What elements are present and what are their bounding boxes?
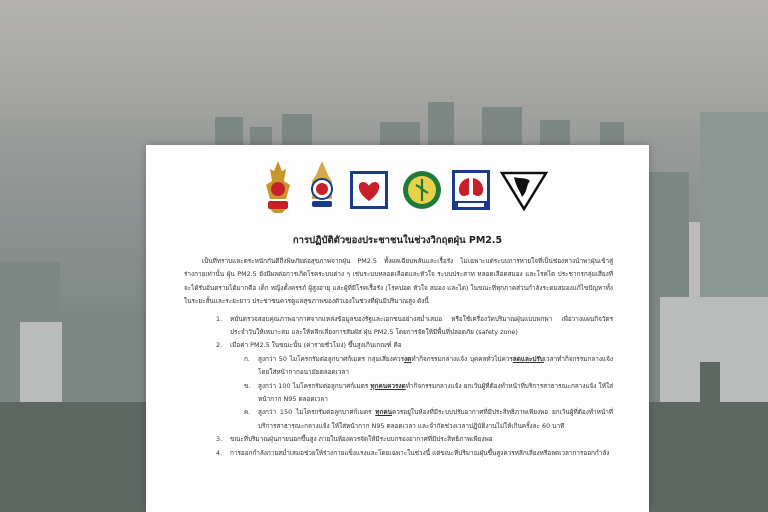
list-number: 4. — [216, 448, 223, 457]
list-item — [184, 447, 613, 460]
sub-list-item — [184, 406, 613, 433]
document-title: การปฏิบัติตัวของประชาชนในช่วงวิกฤตฝุ่น PM2.5 — [292, 235, 503, 246]
emblem-logo-2-icon — [306, 159, 338, 215]
advisory-document — [146, 145, 649, 512]
list-text: เมื่อค่า PM2.5 ในขณะนั้น (ค่ารายชั่วโมง) ขึ้นสูงเกินเกณฑ์ คือ — [230, 341, 402, 350]
intro-paragraph: เป็นที่ทราบและตระหนักกันดีถึงพิษภัยต่อสุขภาพจากฝุ่น PM2.5 ทั้งผลเฉียบพลันและเรื้อรัง ไม่เฉพาะแต่ระบบการหายใจที่เป็นช่องทางนำพาฝุ่นเข้าสู่ร่างกายเท่านั้น ฝุ่น PM2.5 ยังมีผลต่อการเกิดโรคระบบต่าง ๆ เช่นระบบหลอดเลือดและหัวใจ ระบบประสาท หลอดเลือดสมอง และโรคไต ประชากรกลุ่มเสี่ยงที่จะได้รับอันตรายได้มากคือ เด็ก หญิงตั้งครรภ์ ผู้สูงอายุ และผู้ที่มีโรคเรื้อรัง (โรคปอด หัวใจ สมอง และไต) ในขณะที่ทุกภาคส่วนกำลังระดมสมองแก้ไขปัญหาทั้งในระยะสั้นและระยะยาว ประชาชนควรดูแลสุขภาพของตัวเองในช่วงที่ฝุ่นมีปริมาณสูง ดังนี้ — [184, 257, 613, 306]
list-text: หมั่นตรวจสอบคุณภาพอากาศจากแหล่งข้อมูลของรัฐและเอกชนอย่างสม่ำเสมอ หรือใช้เครื่องวัดปริมาณฝุ่นแบบพกพา เพื่อวางแผนกิจวัตรประจำวันให้เหมาะสม และให้หลีกเลี่ยงการสัมผัส ฝุ่น PM2.5 โดยการจัดให้มีพื้นที่ปลอดภัย (safety zone) — [230, 314, 613, 337]
list-number: 1. — [216, 314, 223, 323]
sub-text: เวลาทำกิจกรรมกลางแจ้ง โดยใส่หน้ากากอนามัยตลอดเวลา — [258, 354, 613, 377]
sub-list-item — [184, 353, 613, 380]
sub-text: สูงกว่า 150 ไมโครกรัมต่อลูกบาศก์เมตร — [258, 408, 376, 417]
sub-text: สูงกว่า 50 ไมโครกรัมต่อลูกบาศก์เมตร กลุ่มเสี่ยงควร — [258, 354, 405, 363]
smog-haze — [0, 0, 768, 140]
emblem-logo-1-icon — [262, 159, 294, 215]
list-number: 2. — [216, 341, 223, 350]
emphasis-text: งด — [404, 354, 412, 363]
logo-row — [146, 159, 649, 215]
lung-logo-icon — [452, 170, 490, 210]
list-text: การออกกำลังกายสม่ำเสมอช่วยให้ร่างกายแข็งแรงและโดยเฉพาะในช่วงนี้ แต่ขณะที่ปริมาณฝุ่นขึ้นสูงควรหลีกเลี่ยงหรือลดเวลาการออกกำลัง — [230, 448, 610, 457]
sub-text: สูงกว่า 100 ไมโครกรัมต่อลูกบาศก์เมตร — [258, 381, 371, 390]
building — [700, 362, 720, 512]
sub-text: ทำกิจกรรมกลางแจ้ง ยกเว้นผู้ที่ต้องทำหน้าที่บริการสาธารณะกลางแจ้ง ให้ใส่หน้ากาก N95 ตลอดเวลา — [258, 381, 614, 404]
map-logo-icon — [500, 169, 548, 211]
list-text: ขณะที่ปริมาณฝุ่นภายนอกขึ้นสูง ภายในห้องควรจัดให้มีระบบกรองอากาศที่มีประสิทธิภาพเพียงพอ — [230, 435, 493, 444]
heart-logo-icon — [350, 171, 388, 209]
building — [0, 402, 146, 512]
sub-text: ทำกิจกรรมกลางแจ้ง บุคคลทั่วไปควร — [411, 354, 513, 363]
list-number: 3. — [216, 435, 223, 444]
medical-seal-logo-icon — [402, 170, 442, 210]
sub-list-item — [184, 380, 613, 407]
document-body — [184, 255, 613, 460]
emphasis-text: ทุกคนควรงด — [370, 381, 406, 390]
list-item — [184, 313, 613, 340]
sub-number: ข. — [244, 381, 251, 390]
list-item — [184, 339, 613, 352]
list-item — [184, 433, 613, 446]
emphasis-text: ทุกคน — [375, 408, 393, 417]
sub-number: ค. — [244, 408, 251, 417]
sub-text: ควรอยู่ในห้องที่มีระบบปรับอากาศที่มีประสิทธิภาพเพียงพอ ยกเว้นผู้ที่ต้องทำหน้าที่บริการสาธารณะกลางแจ้ง ให้ใส่หน้ากาก N95 ตลอดเวลา และจำกัดช่วงเวลาปฏิบัติงานไม่ให้เกินครั้งละ 60 นาที — [258, 408, 614, 430]
sub-number: ก. — [244, 354, 250, 363]
emphasis-text: ลดและปรับ — [512, 354, 544, 363]
